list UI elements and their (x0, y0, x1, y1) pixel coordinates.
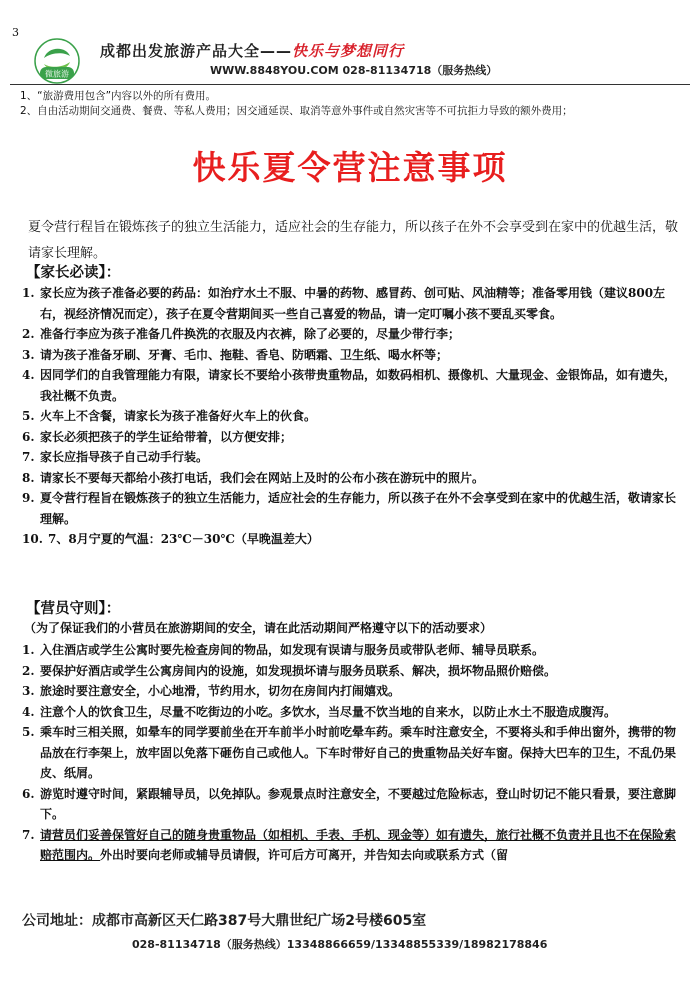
list-item (22, 529, 682, 550)
item-number: 9. (22, 491, 35, 505)
item-text: 乘车时三相关照，如晕车的同学要前坐在开车前半小时前吃晕车药。乘车时注意安全，不要将头和手伸出窗外，携带的物品放在行李架上，放牢固以免落下砸伤自己或他人。下车时带好自己的贵重物品关好车窗。保持大巴车的卫生，不乱仍果皮、纸屑。 (40, 725, 677, 780)
item-text: 入住酒店或学生公寓时要先检查房间的物品，如发现有误请与服务员或带队老师、辅导员联系。 (40, 643, 545, 657)
item-text: 因同学们的自我管理能力有限，请家长不要给小孩带贵重物品，如数码相机、摄像机、大量现金、金银饰品，如有遗失，我社概不负责。 (40, 368, 677, 403)
item-text: 火车上不含餐，请家长为孩子准备好火车上的伙食。 (40, 409, 317, 423)
logo-icon (34, 38, 80, 84)
footer-address: 公司地址：成都市高新区天仁路387号大鼎世纪广场2号楼605室 (22, 913, 427, 929)
list-item (22, 661, 682, 682)
header-slogan: 快乐与梦想同行 (292, 42, 405, 60)
item-number: 5. (22, 409, 35, 423)
item-number: 4. (22, 704, 35, 719)
item-text: 准备行李应为孩子准备几件换洗的衣服及内衣裤，除了必要的，尽量少带行李； (40, 327, 461, 341)
header-title-text: 成都出发旅游产品大全—— (100, 42, 293, 60)
list-item (22, 784, 682, 825)
item-text: 要保护好酒店或学生公寓房间内的设施，如发现损坏请与服务员联系、解决，损坏物品照价赔偿。 (40, 663, 557, 678)
campers-list (22, 640, 682, 866)
cost-note-1: 1、“旅游费用包含”内容以外的所有费用。 (20, 90, 217, 102)
list-item (22, 427, 682, 448)
company-logo (34, 38, 80, 84)
item-text: 旅途时要注意安全，小心地滑，节约用水，切勿在房间内打闹嬉戏。 (40, 684, 401, 698)
parents-list (22, 283, 682, 550)
item-number: 7. (22, 450, 35, 464)
item-number: 4. (22, 368, 35, 382)
item-number: 6. (22, 429, 35, 444)
item-number: 10. (22, 532, 43, 546)
parents-section-heading: 【家长必读】： (26, 265, 121, 281)
item-text: 请为孩子准备牙刷、牙膏、毛巾、拖鞋、香皂、防晒霜、卫生纸、喝水杯等； (40, 347, 449, 362)
item-number: 2. (22, 663, 35, 678)
item-text: 游览时遵守时间，紧跟辅导员，以免掉队。参观景点时注意安全，不要越过危险标志，登山时切记不能只看景，要注意脚下。 (40, 786, 677, 821)
list-item (22, 702, 682, 723)
item-number: 8. (22, 470, 35, 485)
list-item (22, 640, 682, 661)
intro-paragraph: 夏令营行程旨在锻炼孩子的独立生活能力，适应社会的生存能力，所以孩子在外不会享受到在家中的优越生活，敬请家长理解。 (28, 220, 679, 261)
footer-phones: 028-81134718（服务热线）13348866659/13348855339/18982178846 (132, 938, 548, 951)
item-number: 1. (22, 643, 35, 657)
list-item (22, 283, 682, 324)
item-number: 3. (22, 347, 35, 362)
logo-text: 微旅游 (45, 69, 69, 79)
item-text-underlined: 请营员们妥善保管好自己的随身贵重物品（如相机、手表、手机、现金等）如有遗失，旅行社概不负责并且也不在保险索赔范围内。 (40, 827, 677, 862)
item-text: 请家长不要每天都给小孩打电话，我们会在网站上及时的公布小孩在游玩中的照片。 (40, 470, 485, 485)
item-text: 外出时要向老师或辅导员请假，许可后方可离开，并告知去向或联系方式（留 (100, 848, 509, 862)
list-item (22, 681, 682, 702)
list-item (22, 406, 682, 427)
campers-section-heading: 【营员守则】： (26, 601, 121, 617)
campers-subtitle: （为了保证我们的小营员在旅游期间的安全，请在此活动期间严格遵守以下的活动要求） (24, 621, 493, 635)
item-number: 1. (22, 286, 35, 300)
item-text: 注意个人的饮食卫生，尽量不吃街边的小吃。多饮水，当尽量不饮当地的自来水，以防止水土不服造成腹泻。 (40, 704, 617, 719)
list-item (22, 324, 682, 345)
list-item (22, 365, 682, 406)
list-item (22, 345, 682, 366)
item-text: 家长应指导孩子自己动手行装。 (40, 450, 209, 464)
item-text: 家长必须把孩子的学生证给带着，以方便安排； (40, 429, 293, 444)
page-title: 快乐夏令营注意事项 (192, 148, 508, 187)
item-number: 3. (22, 684, 35, 698)
item-number: 7. (22, 827, 35, 842)
page-number: 3 (12, 26, 19, 39)
item-text: 家长应为孩子准备必要的药品：如治疗水土不服、中暑的药物、感冒药、创可贴、风油精等；准备零用钱（建议800左右，视经济情况而定），孩子在夏令营期间买一些自己喜爱的物品，请一定叮嘱小孩不要乱买零食。 (40, 286, 666, 321)
list-item (22, 468, 682, 489)
list-item (22, 488, 682, 529)
header-divider (10, 84, 690, 85)
item-text: 7、8月宁夏的气温：23℃－30℃（早晚温差大） (48, 532, 319, 546)
list-item (22, 722, 682, 784)
list-item (22, 447, 682, 468)
cost-note-2: 2、自由活动期间交通费、餐费、等私人费用；因交通延误、取消等意外事件或自然灾害等不可抗拒力导致的额外费用； (20, 105, 573, 117)
header-contact: WWW.8848YOU.COM 028-81134718（服务热线） (210, 64, 498, 77)
item-number: 5. (22, 725, 35, 739)
item-number: 2. (22, 327, 35, 341)
list-item (22, 825, 682, 866)
item-number: 6. (22, 786, 35, 801)
header-title (100, 40, 404, 61)
item-text: 夏令营行程旨在锻炼孩子的独立生活能力，适应社会的生存能力，所以孩子在外不会享受到在家中的优越生活，敬请家长理解。 (40, 491, 677, 526)
